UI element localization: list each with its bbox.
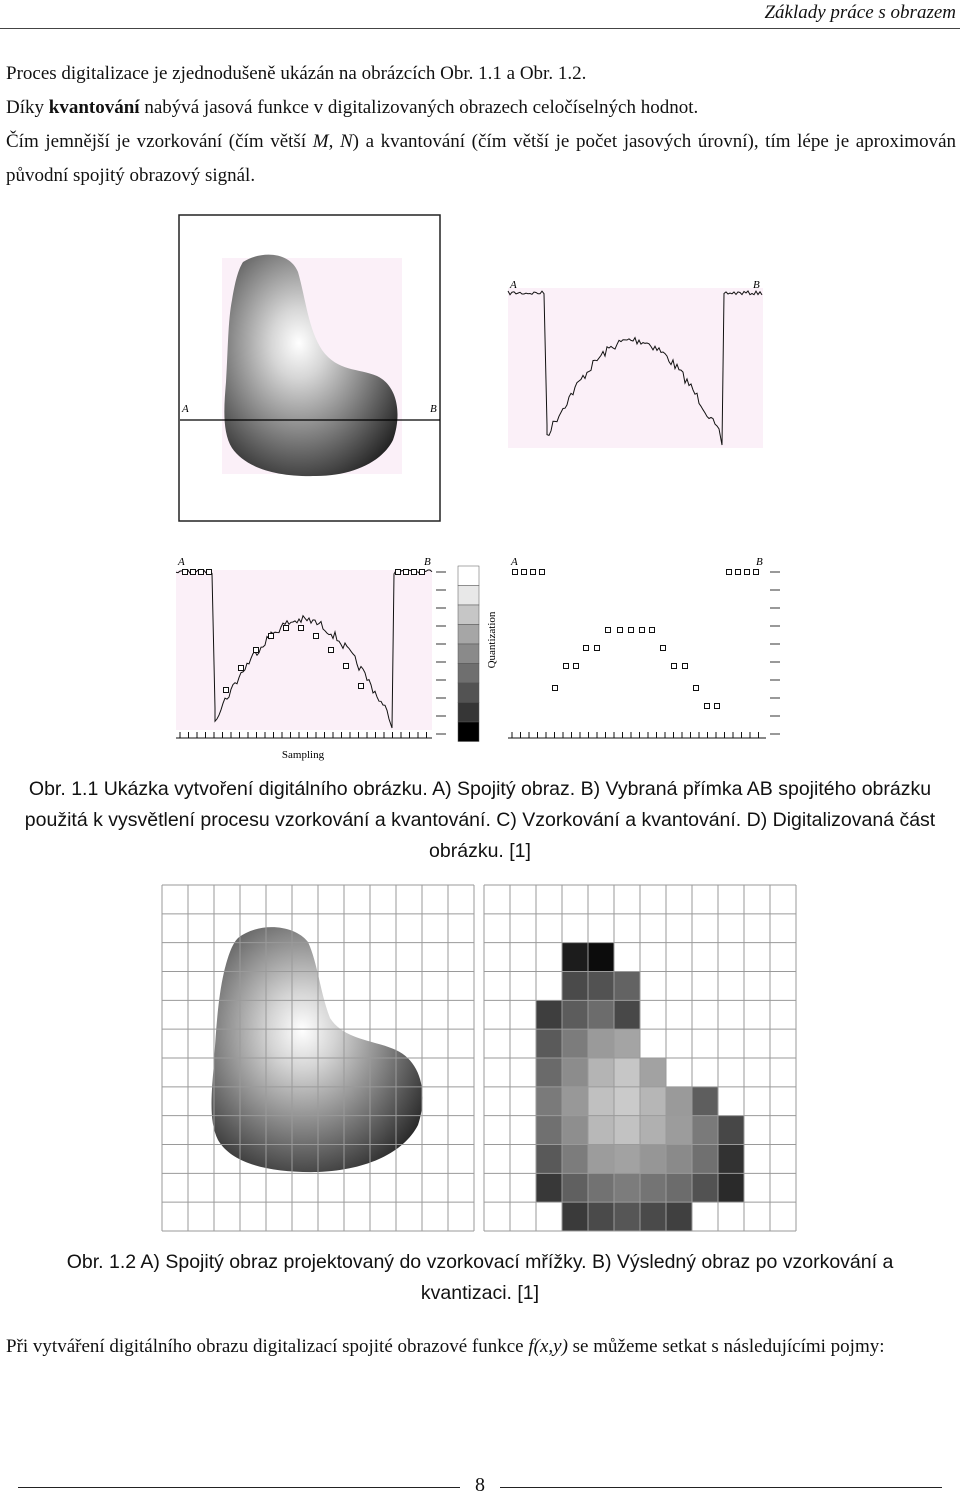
- var-n: N: [339, 131, 353, 152]
- sample-marker: [420, 570, 425, 575]
- quantized-pixel: [588, 1145, 614, 1174]
- digitized-marker: [661, 646, 666, 651]
- quantized-pixel: [536, 1058, 562, 1087]
- quantized-pixel: [640, 1173, 666, 1202]
- quantized-pixel: [666, 1145, 692, 1174]
- intro-line-1: Proces digitalizace je zjednodušeně ukázán na obrázcích Obr. 1.1 a Obr. 1.2.: [6, 63, 587, 84]
- quantized-pixel: [562, 1087, 588, 1116]
- quantized-pixel: [588, 1029, 614, 1058]
- figure-1-caption: Obr. 1.1 Ukázka vytvoření digitálního obrázku. A) Spojitý obraz. B) Vybraná přímka AB spojitého obrázku použitá k vysvětlení procesu vzorkování a kvantování. C) Vzorkování a kvantování. D) Digitalizovaná část obrázku. [1]: [24, 778, 936, 862]
- quantized-pixel: [536, 1145, 562, 1174]
- panel-b-intensity-profile: [508, 279, 763, 448]
- quantized-pixel: [562, 1058, 588, 1087]
- quantized-pixel: [562, 1116, 588, 1145]
- gray-level: [458, 664, 479, 684]
- panel-a-grid-projection: [162, 885, 474, 1231]
- quantized-pixel: [718, 1173, 744, 1202]
- digitized-marker: [574, 664, 579, 669]
- digitized-marker: [672, 664, 677, 669]
- panel-d-label-a: A: [511, 556, 518, 568]
- intro-paragraph: [6, 57, 956, 193]
- sample-marker: [239, 666, 244, 671]
- footer-line-right: [500, 1487, 942, 1488]
- sampling-label: Sampling: [281, 749, 325, 761]
- sample-marker: [314, 634, 319, 639]
- footer-line-left: [18, 1487, 460, 1488]
- gray-level: [458, 586, 479, 606]
- panel-a-label-a: A: [182, 403, 189, 415]
- quantized-pixel: [588, 1058, 614, 1087]
- digitized-marker: [595, 646, 600, 651]
- panel-d-label-b: B: [756, 556, 763, 568]
- sample-marker: [329, 648, 334, 653]
- quantized-pixel: [614, 1029, 640, 1058]
- panel-c-label-b: B: [424, 556, 431, 568]
- quantized-pixel: [718, 1116, 744, 1145]
- quantized-pixel: [562, 1173, 588, 1202]
- digitized-ticks-right: [770, 572, 780, 734]
- figure-2: [0, 880, 960, 1240]
- digitized-marker: [629, 628, 634, 633]
- quantized-pixel: [562, 972, 588, 1001]
- quantized-pixel: [588, 1116, 614, 1145]
- digitized-marker: [727, 570, 732, 575]
- quantized-pixel: [666, 1087, 692, 1116]
- sample-marker: [269, 634, 274, 639]
- quantized-pixel: [614, 1116, 640, 1145]
- digitized-marker: [715, 704, 720, 709]
- figure-2-caption: Obr. 1.2 A) Spojitý obraz projektovaný do vzorkovací mřížky. B) Výsledný obraz po vzorkování a kvantizaci. [1]: [66, 1251, 894, 1304]
- intro-line-3-b: ,: [328, 131, 340, 152]
- closing-paragraph: [6, 1330, 956, 1364]
- quantized-pixel: [562, 943, 588, 972]
- sample-marker: [359, 684, 364, 689]
- quantized-pixel: [614, 1000, 640, 1029]
- digitized-marker: [531, 570, 536, 575]
- digitized-marker: [564, 664, 569, 669]
- quantized-pixel: [718, 1145, 744, 1174]
- sample-marker: [191, 570, 196, 575]
- closing-text-post: se můžeme setkat s následujícími pojmy:: [567, 1336, 885, 1357]
- quantized-pixel: [588, 1000, 614, 1029]
- sample-marker: [199, 570, 204, 575]
- sample-marker: [284, 626, 289, 631]
- quantized-pixel: [614, 1087, 640, 1116]
- quantized-pixel: [536, 1116, 562, 1145]
- quantized-pixel: [536, 1087, 562, 1116]
- quantized-pixel: [614, 972, 640, 1001]
- panel-c-sampling-quantization: [176, 556, 498, 761]
- quantized-pixel: [562, 1000, 588, 1029]
- digitized-marker: [650, 628, 655, 633]
- intro-line-2-post: nabývá jasová funkce v digitalizovaných obrazech celočíselných hodnot.: [139, 97, 699, 118]
- intro-line-3-c: ) a kvantování (čím větší je počet jasových úrovní), tím lépe je aproximován původní spojitý obrazový signál.: [6, 131, 956, 186]
- quantized-pixel: [562, 1145, 588, 1174]
- quantization-label: Quantization: [486, 611, 498, 669]
- digitized-marker: [736, 570, 741, 575]
- quantized-pixel: [640, 1058, 666, 1087]
- quantized-pixel: [588, 1202, 614, 1231]
- projected-blob: [212, 927, 423, 1172]
- quantized-pixel: [536, 1000, 562, 1029]
- digitized-ticks-bottom: [508, 732, 766, 738]
- digitized-marker: [745, 570, 750, 575]
- intro-line-3: [6, 125, 956, 193]
- sampling-grid-b: [484, 885, 796, 1231]
- kvantovani-term: kvantování: [48, 97, 140, 118]
- quantized-pixel: [614, 1058, 640, 1087]
- quantized-pixel: [562, 1202, 588, 1231]
- sample-marker: [412, 570, 417, 575]
- intro-line-2-pre: Díky: [6, 97, 49, 118]
- digitized-marker: [540, 570, 545, 575]
- header-title: Základy práce s obrazem: [764, 2, 956, 23]
- digitized-marker: [513, 570, 518, 575]
- digitized-marker: [694, 686, 699, 691]
- gray-level: [458, 683, 479, 703]
- quantized-pixel: [640, 1087, 666, 1116]
- quantized-pixel: [614, 1202, 640, 1231]
- quantization-gray-scale: [458, 566, 479, 742]
- quantized-pixel: [666, 1202, 692, 1231]
- quantized-pixel: [692, 1116, 718, 1145]
- panel-b-quantized-result: [484, 885, 796, 1231]
- quantized-pixel: [614, 1173, 640, 1202]
- sample-marker: [183, 570, 188, 575]
- gray-level: [458, 703, 479, 723]
- gray-level: [458, 566, 479, 586]
- digitized-marker: [618, 628, 623, 633]
- digitized-marker: [705, 704, 710, 709]
- sample-marker: [396, 570, 401, 575]
- sample-marker: [224, 688, 229, 693]
- figure-1: [0, 200, 960, 770]
- digitized-marker: [683, 664, 688, 669]
- quantized-pixel: [536, 1173, 562, 1202]
- quantized-pixel: [692, 1173, 718, 1202]
- digitized-marker: [584, 646, 589, 651]
- var-m: M: [312, 131, 329, 152]
- sample-marker: [344, 664, 349, 669]
- quantized-pixel: [640, 1145, 666, 1174]
- sample-marker: [254, 648, 259, 653]
- sampling-grid-a: [162, 885, 474, 1231]
- quantized-pixel: [692, 1145, 718, 1174]
- quantized-pixel: [588, 972, 614, 1001]
- sample-markers-d: [513, 570, 759, 709]
- digitized-marker: [606, 628, 611, 633]
- panel-c-label-a: A: [178, 556, 185, 568]
- function-fxy: f(x,y): [528, 1336, 568, 1357]
- quantized-pixel: [536, 1029, 562, 1058]
- quantized-pixel: [666, 1173, 692, 1202]
- quantized-pixel: [588, 1087, 614, 1116]
- page-header: [0, 0, 960, 29]
- digitized-marker: [522, 570, 527, 575]
- digitized-marker: [754, 570, 759, 575]
- gray-level: [458, 722, 479, 742]
- quantization-ticks: [436, 572, 446, 734]
- quantized-pixel: [588, 1173, 614, 1202]
- page-number: 8: [475, 1474, 485, 1496]
- panel-d-digitized-samples: [508, 556, 780, 738]
- digitized-marker: [553, 686, 558, 691]
- intro-line-3-a: Čím jemnější je vzorkování (čím větší: [6, 131, 313, 152]
- quantized-pixel: [614, 1145, 640, 1174]
- sampling-ticks: [176, 732, 432, 738]
- quantized-pixel: [640, 1202, 666, 1231]
- panel-a-label-b: B: [430, 403, 437, 415]
- quantized-pixel: [562, 1029, 588, 1058]
- intro-line-2: [6, 91, 956, 125]
- quantized-pixel: [666, 1116, 692, 1145]
- panel-a-continuous-image: [179, 215, 440, 521]
- panel-b-label-a: A: [510, 279, 517, 291]
- digitized-marker: [640, 628, 645, 633]
- panel-b-label-b: B: [753, 279, 760, 291]
- sample-marker: [404, 570, 409, 575]
- gray-level: [458, 644, 479, 664]
- sample-marker: [207, 570, 212, 575]
- gray-level: [458, 625, 479, 645]
- quantized-pixel: [692, 1087, 718, 1116]
- quantized-pixel: [640, 1116, 666, 1145]
- quantized-pixel: [588, 943, 614, 972]
- closing-text-pre: Při vytváření digitálního obrazu digitalizací spojité obrazové funkce: [6, 1336, 529, 1357]
- gray-level: [458, 605, 479, 625]
- sample-marker: [299, 626, 304, 631]
